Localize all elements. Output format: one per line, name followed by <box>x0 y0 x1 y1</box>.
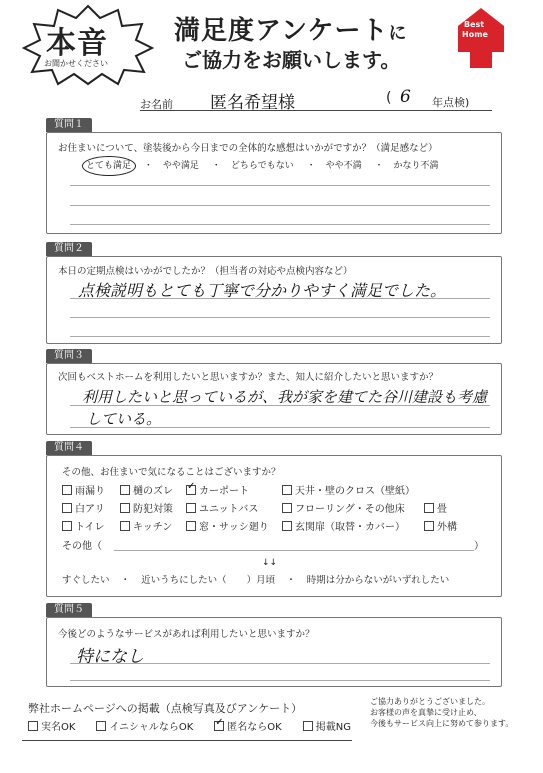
q4-item-wallpaper[interactable]: 天井・壁のクロス（壁紙） <box>282 482 415 497</box>
q2-question: 本日の定期点検はいかがでしたか？（担当者の対応や点検内容など） <box>58 266 353 277</box>
publish-title: 弊社ホームページへの掲載（点検写真及びアンケート） <box>28 702 303 715</box>
q1-question: お住まいについて、塗装後から今日までの全体的な感想はいかがですか？（満足感など） <box>58 143 438 154</box>
timing-someday: 時期は分からないがいずれしたい <box>306 575 450 586</box>
check-icon <box>186 485 196 495</box>
q5-question: 今後どのようなサービスがあれば利用したいと思いますか？ <box>58 629 315 640</box>
q4-item-kitchen[interactable]: キッチン <box>120 518 172 533</box>
page-title: 満足度アンケートに <box>174 16 408 46</box>
inspection-year-value: 6 <box>400 87 411 107</box>
selected-circle <box>82 156 136 176</box>
publish-options <box>28 718 351 733</box>
q4-item-leak[interactable]: 雨漏り <box>62 482 105 497</box>
q4-item-security[interactable]: 防犯対策 <box>120 500 173 515</box>
q2-answer: 点検説明もとても丁寧で分かりやすく満足でした。 <box>78 281 447 300</box>
badge-main-text: 本音 <box>46 26 108 61</box>
q4-item-flooring[interactable]: フローリング・その他床 <box>282 500 405 515</box>
q4-item-exterior[interactable]: 外構 <box>424 518 457 533</box>
q4-item-unitbath[interactable]: ユニットバス <box>186 500 258 515</box>
publish-anonymous[interactable]: ✓ 匿名ならOK <box>214 722 281 733</box>
name-value: 匿名希望様 <box>210 93 295 113</box>
q2-rule-3 <box>70 336 490 337</box>
q4-timing-row: すぐしたい ・ 近いうちにしたい（ ）月頃 ・ 時期は分からないがいずれしたい <box>62 575 450 586</box>
q2-rule-1 <box>70 298 490 299</box>
q3-rule-1 <box>70 405 490 406</box>
q4-tab: 質問４ <box>46 441 92 455</box>
q4-other-line <box>114 550 474 551</box>
publish-underline <box>22 740 352 741</box>
q5-answer: 特になし <box>76 647 144 667</box>
q5-rule-2 <box>70 680 490 681</box>
q4-item-entrance[interactable]: 玄関扉（取替・カバー） <box>282 518 405 533</box>
q5-tab: 質問５ <box>46 603 92 617</box>
paren-open: ( <box>386 90 392 106</box>
page-subtitle: ご協力をお願いします。 <box>182 48 401 72</box>
publish-ng[interactable]: 掲載NG <box>303 722 351 733</box>
q1-rule-2 <box>70 205 490 206</box>
timing-month: ）月頃 <box>246 575 276 586</box>
q4-timing-mark: ↓↓ <box>262 558 278 568</box>
name-underline <box>140 110 492 111</box>
publish-initial[interactable]: イニシャルならOK <box>96 722 193 733</box>
q1-rule-1 <box>70 185 490 186</box>
q1-tab: 質問１ <box>46 118 92 132</box>
thanks-message: ご協力ありがとうございました。 お客様の声を真摯に受け止め、 今後もサービス向上に努めて参ります。 <box>370 697 514 728</box>
q3-question: 次回もベストホームを利用したいと思いますか？また、知人に紹介したいと思いますか？ <box>58 372 439 383</box>
q4-item-termite[interactable]: 白アリ <box>62 500 105 515</box>
q4-item-toilet[interactable]: トイレ <box>62 518 105 533</box>
q1-options: とても満足 ・ やや満足 ・ どちらでもない ・ やや不満 ・ かなり不満 <box>86 158 439 171</box>
q3-answer-line1: 利用したいと思っているが、我が家を建てた谷川建設も考慮 <box>82 388 488 406</box>
q3-rule-2 <box>70 427 490 428</box>
q4-other-label: その他（ <box>62 541 102 552</box>
q4-item-window[interactable]: 窓・サッシ廻り <box>186 518 269 533</box>
q2-tab: 質問２ <box>46 242 92 256</box>
q1-option-very-satisfied: とても満足 <box>86 161 134 171</box>
badge-sub-text: お聞かせください <box>44 59 108 68</box>
q3-answer-line2: している。 <box>86 410 162 428</box>
brand-logo: Best Home <box>458 8 504 60</box>
q4-other-close: ） <box>474 541 484 552</box>
q2-rule-2 <box>70 317 490 318</box>
q4-question: その他、お住まいで気になることはございますか？ <box>62 467 281 478</box>
q1-rule-3 <box>70 224 490 225</box>
q5-rule-1 <box>70 663 490 664</box>
check-icon <box>214 721 224 731</box>
q4-item-tatami[interactable]: 畳 <box>424 500 447 515</box>
q3-tab: 質問３ <box>46 349 92 363</box>
inspection-year-label: 年点検) <box>432 96 470 109</box>
q4-item-carport[interactable]: ✓ カーポート <box>186 482 249 497</box>
timing-near: 近いうちにしたい（ <box>141 575 227 586</box>
timing-soon: すぐしたい <box>62 575 110 586</box>
publish-realname[interactable]: 実名OK <box>28 722 75 733</box>
name-label: お名前 <box>140 98 173 111</box>
q4-item-gutter[interactable]: 樋のズレ <box>120 482 173 497</box>
